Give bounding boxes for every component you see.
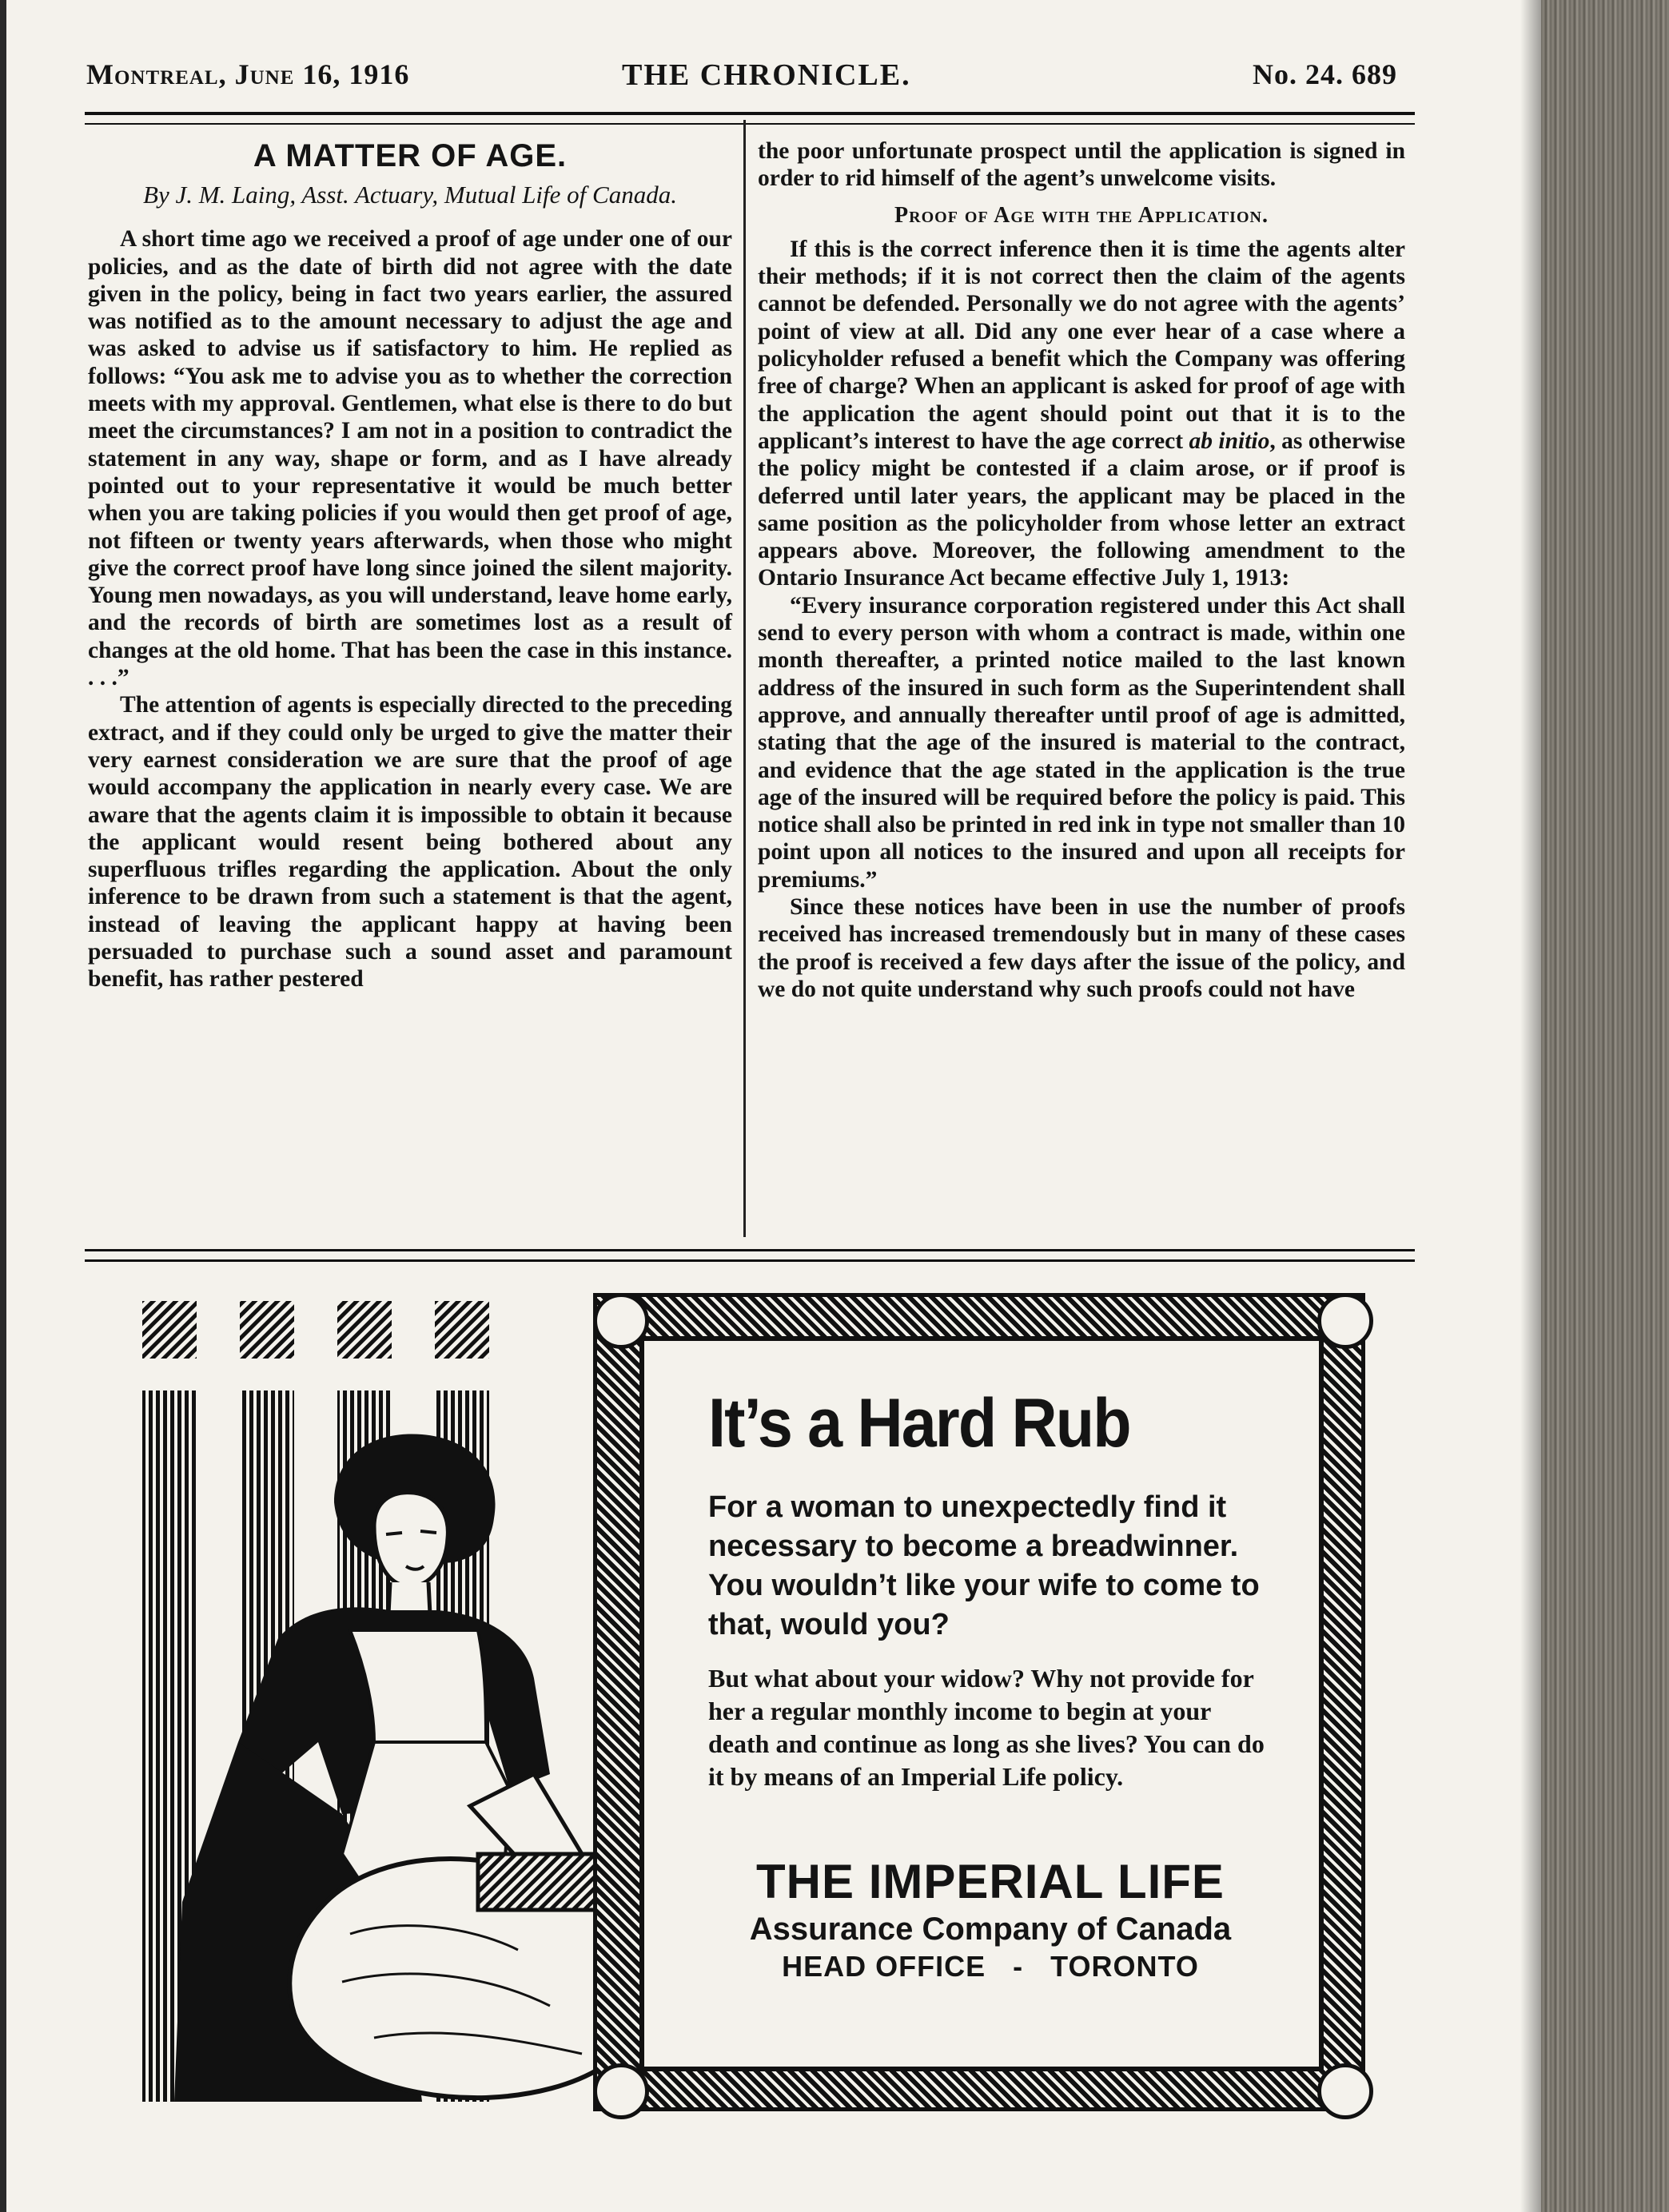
- article-column-left: [88, 128, 732, 993]
- running-header: [86, 50, 1397, 97]
- advertisement-headline: It’s a Hard Rub: [708, 1385, 1130, 1462]
- advertisement-company-block: [708, 1854, 1273, 1985]
- header-publication-title: THE CHRONICLE.: [622, 58, 911, 92]
- advertisement-body-text: But what about your widow? Why not provide for her a regular monthly income to begin at your death and continue as long as she lives? You can do it by means of an Imperial Life policy.: [708, 1664, 1265, 1791]
- article-paragraph: Since these notices have been in use the number of proofs received has increased tremendously but in many of these cases the proof is received a few days after the issue of the policy, and we do not quite understand why such proofs could not have: [758, 894, 1405, 1002]
- company-subtitle: Assurance Company of Canada: [749, 1912, 1232, 1947]
- frame-corner-ornament: [1317, 1293, 1373, 1349]
- frame-corner-ornament: [593, 1293, 649, 1349]
- article-paragraph-continued: the poor unfortunate prospect until the application is signed in order to rid himself of the agent’s unwelcome visits.: [758, 138, 1405, 192]
- article-subheading: Proof of Age with the Application.: [894, 202, 1269, 228]
- frame-corner-ornament: [1317, 2063, 1373, 2119]
- head-office-label: HEAD OFFICE: [782, 1950, 986, 1983]
- scan-left-edge: [0, 0, 6, 2212]
- company-name: THE IMPERIAL LIFE: [756, 1855, 1225, 1908]
- advertisement-rule: [85, 1249, 1415, 1262]
- header-rule: [85, 112, 1415, 125]
- advertisement-lead-text: For a woman to unexpectedly find it necessary to become a breadwinner. You wouldn’t like your wife to come to that, would you?: [708, 1490, 1260, 1641]
- head-office-separator: -: [1013, 1950, 1024, 1983]
- head-office-city: TORONTO: [1050, 1950, 1199, 1983]
- head-office-line: [708, 1948, 1273, 1985]
- book-page-edges: [1541, 0, 1669, 2212]
- page-gutter-shadow: [1520, 0, 1541, 2212]
- article-paragraph: A short time ago we received a proof of age under one of our policies, and as the date of birth did not agree with the date given in the policy, being in fact two years earlier, the assured was notified as to the amount necessary to adjust the age and was asked to advise us if satisfactory to him. He replied as follows: “You ask me to advise you as to whether the correction meets with my approval. Gentlemen, what else is there to do but meet the circumstances? I am not in a position to contradict the statement in any way, shape or form, and as I have already pointed out to your representative it would be much better when you are taking policies if you would then get proof of age, not fifteen or twenty years afterwards, when those who might give the correct proof have long since joined the silent majority. Young men nowadays, as you will understand, leave home early, and the records of birth are sometimes lost as a result of changes at the old home. That has been the case in this instance. . . .”: [88, 226, 732, 691]
- frame-corner-ornament: [593, 2063, 649, 2119]
- header-dateline: Montreal, June 16, 1916: [86, 58, 410, 90]
- article-column-right: [758, 137, 1405, 1003]
- article-title: A MATTER OF AGE.: [253, 138, 568, 173]
- column-divider: [743, 120, 746, 1237]
- article-paragraph: [758, 236, 1405, 592]
- article-text: If this is the correct inference then it is time the agents alter their methods; if it is not correct then the claim of the agents cannot be defended. Personally we do not agree with the agents’ point of view at all. Did any one ever hear of a case where a policyholder refused a benefit which the Company was offering free of charge? When an applicant is asked for proof of age with the application the agent should point out that it is to the applicant’s interest to have the age correct: [758, 236, 1405, 454]
- article-quotation: “Every insurance corporation registered under this Act shall send to every person with whom a contract is made, within one month thereafter, a printed notice mailed to the last known address of the insured in such form as the Superintendent shall approve, and annually thereafter until proof of age is admitted, stating that the age of the insured is material to the contract, and evidence that the age stated in the application is the true age of the insured will be required before the policy is paid. This notice shall also be printed in red ink in type not smaller than 10 point upon all notices to the insured and upon all receipts for premiums.”: [758, 592, 1405, 893]
- header-issue-page: No. 24. 689: [1253, 58, 1397, 90]
- article-italic-text: ab initio: [1189, 428, 1270, 454]
- article-text: , as otherwise the policy might be contested if a claim arose, or if proof is deferred until later years, the applicant may be placed in the same position as the policyholder from whose letter an extract appears above. Moreover, the following amendment to the Ontario Insurance Act became effective July 1, 1913:: [758, 428, 1405, 591]
- hatched-squares: [142, 1301, 489, 1359]
- article-paragraph: The attention of agents is especially directed to the preceding extract, and if they could only be urged to give the matter their very earnest consideration we are sure that the proof of age would accompany the application in nearly every case. We are aware that the agents claim it is impossible to obtain it because the applicant would resent being bothered about any superfluous trifles regarding the application. About the only inference to be drawn from such a statement is that the agent, instead of leaving the applicant happy at having been persuaded to purchase such a sound asset and paramount benefit, has rather pestered: [88, 692, 732, 993]
- article-byline: By J. M. Laing, Asst. Actuary, Mutual Life of Canada.: [143, 181, 677, 209]
